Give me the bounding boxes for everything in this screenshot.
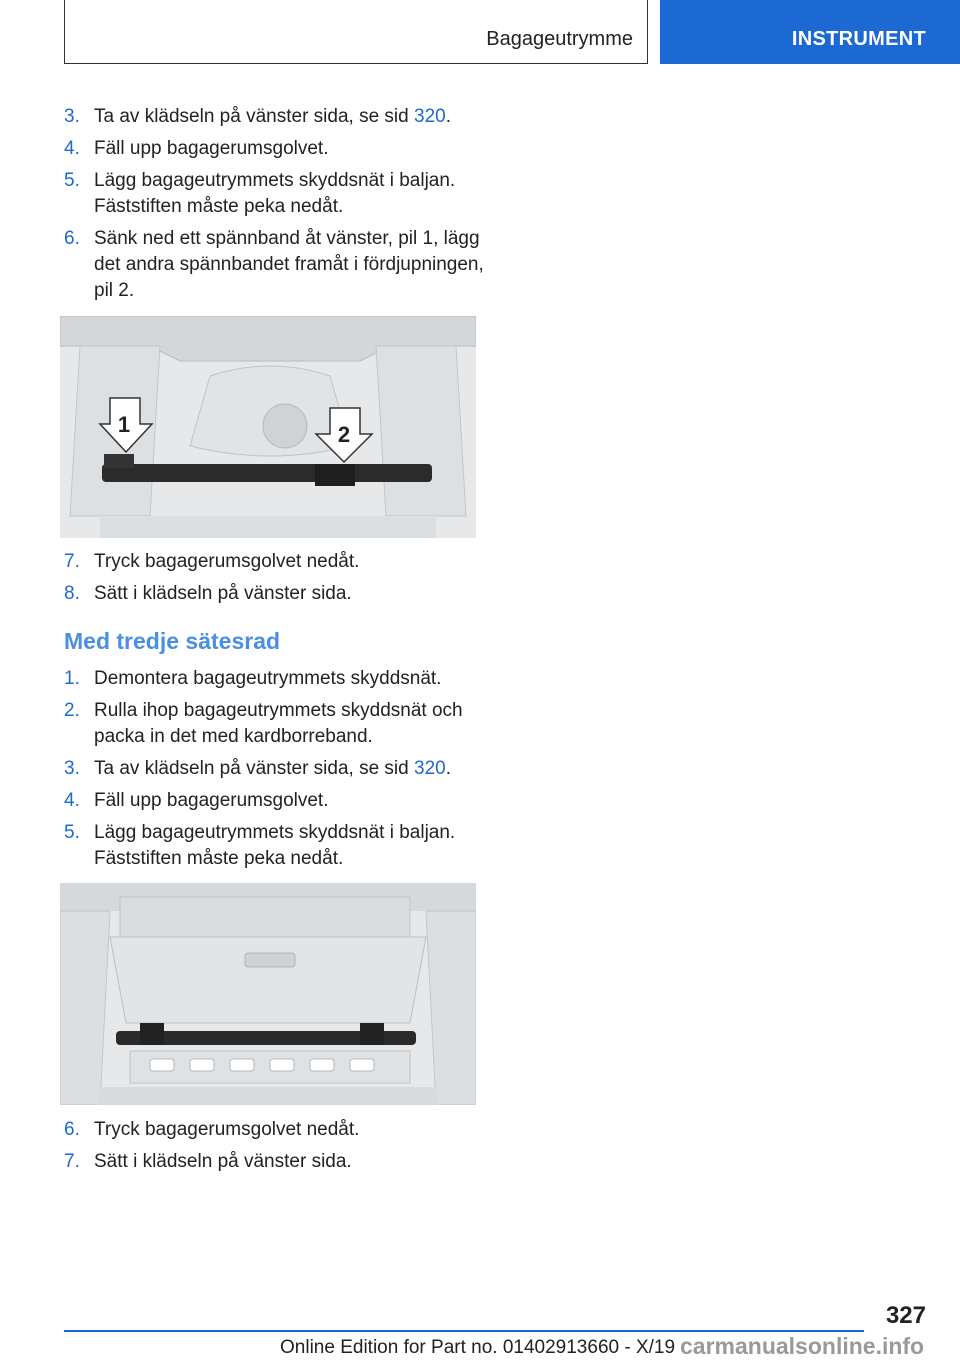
watermark: carmanualsonline.info	[680, 1333, 925, 1359]
list-item	[64, 104, 484, 130]
step-number: 3.	[64, 106, 80, 127]
list-item	[64, 581, 484, 607]
step-number: 5.	[64, 822, 80, 843]
step-text: Rulla ihop bagageutrymmets skyddsnät och packa in det med kardborreband.	[94, 700, 463, 747]
step-number: 3.	[64, 758, 80, 779]
footer-edition: Online Edition for Part no. 01402913660 - X/19	[280, 1337, 676, 1358]
step-text: Lägg bagageutrymmets skyddsnät i baljan. Fäststiften måste peka nedåt.	[94, 170, 456, 217]
step-number: 7.	[64, 551, 80, 572]
chapter-title: INSTRUMENT	[791, 28, 926, 50]
step-number: 1.	[64, 668, 80, 689]
header-section-box	[64, 0, 648, 64]
step-text: Sätt i klädseln på vänster sida.	[94, 1151, 352, 1172]
step-text: Sänk ned ett spännband åt vänster, pil 1, lägg det andra spännbandet framåt i fördjupningen, pil 2.	[94, 228, 484, 301]
step-number: 4.	[64, 138, 80, 159]
step-number: 7.	[64, 1151, 80, 1172]
figure-cargo-floor-straps	[60, 316, 476, 538]
step-text: Demontera bagageutrymmets skyddsnät.	[94, 668, 442, 689]
step-text: Fäll upp bagagerumsgolvet.	[94, 138, 329, 159]
list-item	[64, 820, 484, 872]
list-item	[64, 549, 484, 575]
arrow-marker-1: 1	[117, 412, 131, 437]
section-heading: Med tredje sätesrad	[64, 628, 281, 654]
page-link[interactable]: 320	[414, 106, 446, 127]
cargo-illustration-2	[60, 883, 476, 1105]
list-item	[64, 168, 484, 220]
step-text: Ta av klädseln på vänster sida, se sid	[94, 758, 415, 779]
steps-list-2	[64, 549, 484, 613]
steps-list-3	[64, 666, 484, 878]
step-number: 6.	[64, 228, 80, 249]
page-number: 327	[885, 1302, 926, 1329]
step-number: 5.	[64, 170, 80, 191]
step-text: Sätt i klädseln på vänster sida.	[94, 583, 352, 604]
list-item	[64, 698, 484, 750]
step-text: Ta av klädseln på vänster sida, se sid	[94, 106, 415, 127]
step-text: Lägg bagageutrymmets skyddsnät i baljan. Fäststiften måste peka nedåt.	[94, 822, 456, 869]
list-item	[64, 136, 484, 162]
list-item	[64, 1117, 484, 1143]
step-text-end: .	[445, 758, 451, 779]
step-text-end: .	[445, 106, 451, 127]
cargo-illustration-1	[60, 316, 476, 538]
list-item	[64, 1149, 484, 1175]
step-text: Fäll upp bagagerumsgolvet.	[94, 790, 329, 811]
list-item	[64, 226, 484, 304]
footer-divider	[64, 1330, 864, 1332]
step-number: 6.	[64, 1119, 80, 1140]
step-number: 8.	[64, 583, 80, 604]
steps-list-4	[64, 1117, 484, 1181]
header-chapter-tab[interactable]	[660, 0, 960, 64]
list-item	[64, 788, 484, 814]
step-number: 2.	[64, 700, 80, 721]
section-title: Bagageutrymme	[486, 28, 633, 50]
steps-list-1	[64, 104, 484, 310]
step-number: 4.	[64, 790, 80, 811]
step-text: Tryck bagagerumsgolvet nedåt.	[94, 1119, 360, 1140]
step-text: Tryck bagagerumsgolvet nedåt.	[94, 551, 360, 572]
list-item	[64, 666, 484, 692]
arrow-marker-2: 2	[337, 422, 351, 447]
list-item	[64, 756, 484, 782]
page-link[interactable]: 320	[414, 758, 446, 779]
figure-cargo-third-row	[60, 883, 476, 1105]
